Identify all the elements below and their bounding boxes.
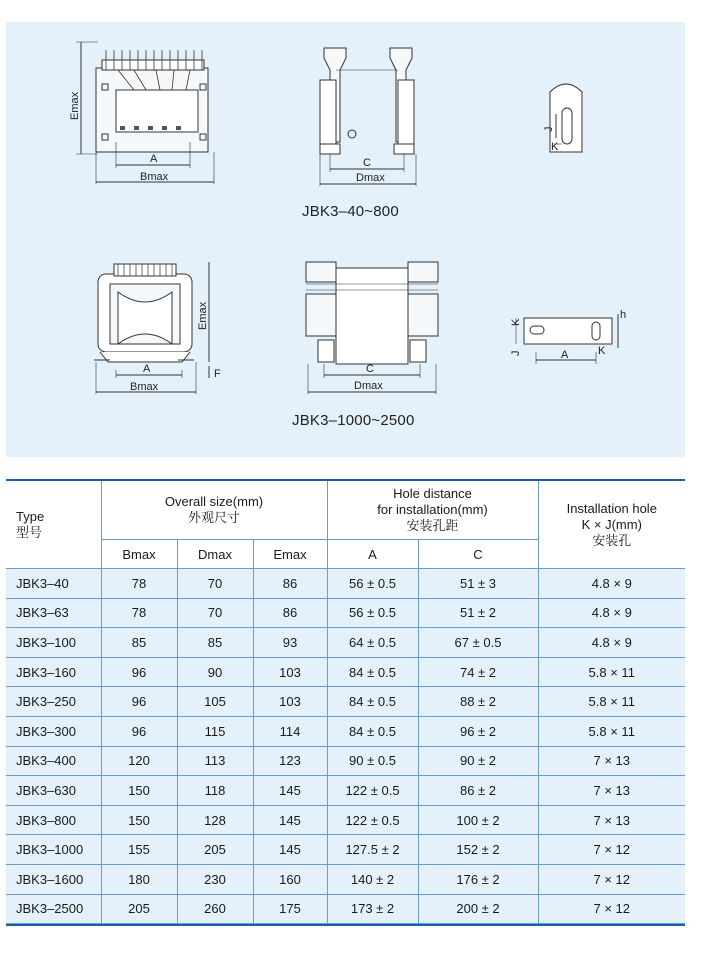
installation-hole-header-cn: 安装孔 [592, 532, 632, 548]
table-row [6, 569, 685, 599]
table-cell: 70 [177, 598, 253, 628]
table-cell: 145 [253, 805, 327, 835]
col-header-c: C [418, 540, 538, 569]
spec-table-body [6, 569, 685, 924]
col-header-bmax: Bmax [101, 540, 177, 569]
table-cell: 173 ± 2 [327, 894, 418, 924]
table-row [6, 628, 685, 658]
table-cell: 4.8 × 9 [538, 569, 685, 599]
table-cell: 4.8 × 9 [538, 628, 685, 658]
table-cell: 96 [101, 716, 177, 746]
installation-hole-header-line2: K × J(mm) [581, 516, 642, 532]
dim-label-j-2: J [510, 350, 522, 356]
table-row [6, 835, 685, 865]
drawings-panel [6, 22, 685, 457]
table-cell: 86 [253, 598, 327, 628]
overall-size-header [101, 480, 327, 540]
table-cell: 85 [177, 628, 253, 658]
dim-label-k-3: K [598, 345, 606, 357]
table-cell: 84 ± 0.5 [327, 687, 418, 717]
caption-small-series: JBK3–40~800 [302, 203, 399, 220]
table-cell: 155 [101, 835, 177, 865]
table-cell: 175 [253, 894, 327, 924]
type-header [6, 480, 101, 569]
table-cell: 118 [177, 776, 253, 806]
table-cell: 78 [101, 569, 177, 599]
type-header-cn: 型号 [16, 524, 43, 540]
table-row [6, 746, 685, 776]
table-cell: 100 ± 2 [418, 805, 538, 835]
dim-label-bmax-1: Bmax [140, 171, 169, 183]
table-cell: 7 × 13 [538, 776, 685, 806]
table-cell: 180 [101, 864, 177, 894]
dim-label-c-2: C [366, 363, 374, 375]
table-cell: 7 × 12 [538, 835, 685, 865]
table-cell: 103 [253, 687, 327, 717]
dim-label-a-1: A [150, 153, 158, 165]
type-cell: JBK3–63 [6, 598, 101, 628]
table-cell: 230 [177, 864, 253, 894]
type-cell: JBK3–250 [6, 687, 101, 717]
table-cell: 90 [177, 657, 253, 687]
type-cell: JBK3–800 [6, 805, 101, 835]
table-cell: 7 × 13 [538, 805, 685, 835]
dim-label-k-1: K [551, 141, 559, 153]
small-front-view [76, 42, 214, 184]
type-cell: JBK3–160 [6, 657, 101, 687]
table-row [6, 864, 685, 894]
dim-label-h: h [620, 309, 627, 321]
table-cell: 103 [253, 657, 327, 687]
table-cell: 205 [101, 894, 177, 924]
table-cell: 5.8 × 11 [538, 657, 685, 687]
type-cell: JBK3–2500 [6, 894, 101, 924]
table-cell: 51 ± 3 [418, 569, 538, 599]
table-cell: 113 [177, 746, 253, 776]
table-row [6, 687, 685, 717]
table-cell: 51 ± 2 [418, 598, 538, 628]
dim-label-bmax-2: Bmax [130, 381, 159, 393]
table-cell: 96 ± 2 [418, 716, 538, 746]
table-cell: 5.8 × 11 [538, 716, 685, 746]
hole-distance-header-line1: Hole distance [393, 486, 472, 501]
table-row [6, 598, 685, 628]
table-cell: 115 [177, 716, 253, 746]
col-header-dmax: Dmax [177, 540, 253, 569]
installation-hole-header [538, 480, 685, 569]
spec-table-wrapper [6, 479, 685, 926]
table-cell: 4.8 × 9 [538, 598, 685, 628]
hole-distance-header-cn: 安装孔距 [406, 518, 459, 533]
table-cell: 93 [253, 628, 327, 658]
table-cell: 123 [253, 746, 327, 776]
table-row [6, 716, 685, 746]
table-row [6, 805, 685, 835]
table-cell: 90 ± 0.5 [327, 746, 418, 776]
table-cell: 128 [177, 805, 253, 835]
table-cell: 84 ± 0.5 [327, 657, 418, 687]
col-header-a: A [327, 540, 418, 569]
table-cell: 78 [101, 598, 177, 628]
table-cell: 145 [253, 835, 327, 865]
caption-large-series: JBK3–1000~2500 [292, 412, 415, 429]
table-cell: 70 [177, 569, 253, 599]
table-cell: 205 [177, 835, 253, 865]
spec-table [6, 479, 685, 926]
table-cell: 96 [101, 687, 177, 717]
table-cell: 56 ± 0.5 [327, 598, 418, 628]
hole-distance-header [327, 480, 538, 540]
type-cell: JBK3–630 [6, 776, 101, 806]
dim-label-emax-2: Emax [197, 301, 209, 330]
table-cell: 7 × 12 [538, 894, 685, 924]
table-cell: 105 [177, 687, 253, 717]
large-front-view [94, 262, 209, 394]
dim-label-emax-1: Emax [69, 91, 81, 120]
table-cell: 160 [253, 864, 327, 894]
overall-size-header-en: Overall size(mm) [164, 494, 264, 509]
dim-label-j-1: J [543, 126, 555, 132]
table-cell: 86 [253, 569, 327, 599]
type-cell: JBK3–100 [6, 628, 101, 658]
table-cell: 74 ± 2 [418, 657, 538, 687]
hole-distance-header-line2: for installation(mm) [377, 502, 488, 517]
table-cell: 176 ± 2 [418, 864, 538, 894]
table-cell: 145 [253, 776, 327, 806]
table-cell: 120 [101, 746, 177, 776]
table-row [6, 776, 685, 806]
table-cell: 67 ± 0.5 [418, 628, 538, 658]
table-cell: 88 ± 2 [418, 687, 538, 717]
dim-label-a-3: A [561, 349, 569, 361]
table-cell: 7 × 12 [538, 864, 685, 894]
table-cell: 200 ± 2 [418, 894, 538, 924]
dim-label-f: F [214, 368, 221, 380]
type-cell: JBK3–400 [6, 746, 101, 776]
type-cell: JBK3–1600 [6, 864, 101, 894]
dim-label-c-1: C [363, 157, 371, 169]
table-cell: 96 [101, 657, 177, 687]
table-cell: 90 ± 2 [418, 746, 538, 776]
type-cell: JBK3–1000 [6, 835, 101, 865]
technical-drawings [6, 22, 685, 457]
table-cell: 122 ± 0.5 [327, 776, 418, 806]
table-cell: 150 [101, 805, 177, 835]
table-cell: 127.5 ± 2 [327, 835, 418, 865]
table-cell: 7 × 13 [538, 746, 685, 776]
table-cell: 64 ± 0.5 [327, 628, 418, 658]
table-cell: 114 [253, 716, 327, 746]
type-cell: JBK3–40 [6, 569, 101, 599]
table-cell: 140 ± 2 [327, 864, 418, 894]
dim-label-a-2: A [143, 363, 151, 375]
table-row [6, 894, 685, 924]
table-cell: 122 ± 0.5 [327, 805, 418, 835]
table-cell: 150 [101, 776, 177, 806]
col-header-emax: Emax [253, 540, 327, 569]
dim-label-dmax-2: Dmax [354, 380, 383, 392]
table-cell: 260 [177, 894, 253, 924]
overall-size-header-cn: 外观尺寸 [187, 510, 240, 525]
table-cell: 86 ± 2 [418, 776, 538, 806]
table-cell: 85 [101, 628, 177, 658]
type-header-en: Type [16, 508, 45, 524]
table-cell: 5.8 × 11 [538, 687, 685, 717]
table-cell: 152 ± 2 [418, 835, 538, 865]
dim-label-dmax-1: Dmax [356, 172, 385, 184]
type-cell: JBK3–300 [6, 716, 101, 746]
table-cell: 84 ± 0.5 [327, 716, 418, 746]
installation-hole-header-line1: Installation hole [566, 500, 657, 516]
table-cell: 56 ± 0.5 [327, 569, 418, 599]
table-row [6, 657, 685, 687]
dim-label-k-2: K [510, 318, 522, 326]
